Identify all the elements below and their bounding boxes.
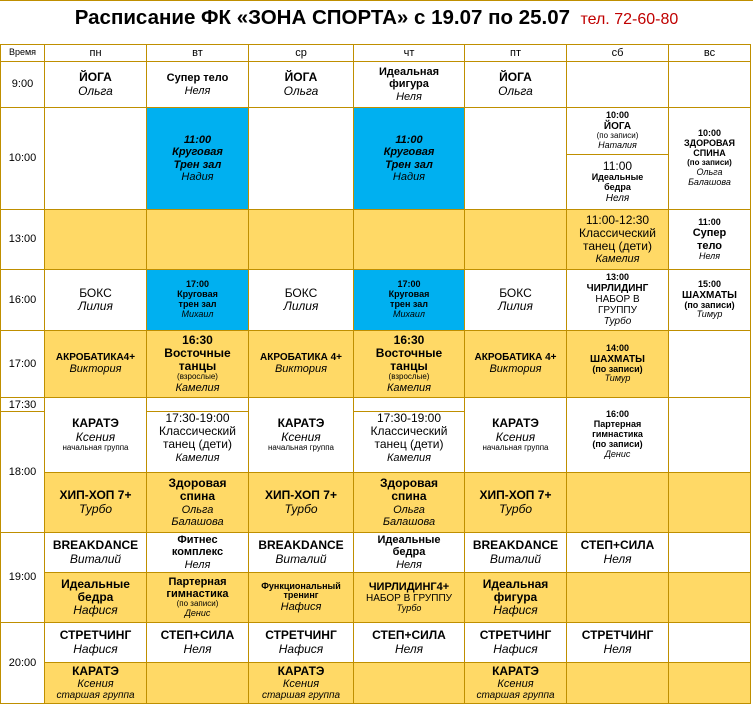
empty-cell xyxy=(147,210,249,270)
class-line: фигура xyxy=(389,78,429,91)
class-line: Камелия xyxy=(386,451,432,464)
empty-cell xyxy=(465,108,567,210)
class-cell xyxy=(465,473,567,533)
class-line: (по записи) xyxy=(592,363,643,374)
class-cell xyxy=(669,210,751,270)
class-cell xyxy=(45,533,147,573)
class-line: (по записи) xyxy=(176,599,219,609)
class-cell xyxy=(45,270,147,331)
empty-cell xyxy=(669,663,751,704)
time-slot-8: 20:00 xyxy=(1,623,45,704)
class-line: Неля xyxy=(396,90,422,103)
class-line: спина xyxy=(179,489,216,504)
class-line: тело xyxy=(696,239,723,252)
class-line: фигура xyxy=(493,589,538,604)
class-line: СТРЕТЧИНГ xyxy=(59,628,132,643)
class-line: 11:00-12:30 xyxy=(585,212,650,227)
class-line: СТЕП+СИЛА xyxy=(160,628,235,643)
class-line: Восточные xyxy=(164,345,231,360)
day-header-2: ср xyxy=(249,45,354,62)
time-slot-1: 10:00 xyxy=(1,108,45,210)
class-cell xyxy=(354,412,465,473)
class-line: Камелия xyxy=(175,451,220,464)
class-line: Неля xyxy=(183,641,212,656)
class-cell xyxy=(465,270,567,331)
class-line: Круговая xyxy=(172,146,223,159)
class-line: гимнастика xyxy=(166,588,229,601)
class-line: Виктория xyxy=(489,363,542,376)
class-cell xyxy=(465,573,567,623)
class-line: Надия xyxy=(392,170,426,183)
class-line: ХИП-ХОП 7+ xyxy=(479,488,552,503)
class-line: СТРЕТЧИНГ xyxy=(581,628,654,643)
class-line: СТРЕТЧИНГ xyxy=(479,628,552,643)
day-header-0: пн xyxy=(45,45,147,62)
class-line: СПИНА xyxy=(693,148,726,159)
class-line: Неля xyxy=(184,84,211,97)
class-line: бедра xyxy=(604,182,631,193)
class-line: Михаил xyxy=(181,308,214,319)
class-line: АКРОБАТИКА4+ xyxy=(55,352,136,364)
class-line: Идеальная xyxy=(482,576,549,591)
class-line: 10:00 xyxy=(605,110,630,121)
class-line: Ксения xyxy=(77,678,114,691)
class-line: 11:00 xyxy=(395,134,423,147)
class-line: комплекс xyxy=(171,546,224,559)
class-cell xyxy=(249,473,354,533)
class-line: ХИП-ХОП 7+ xyxy=(59,488,132,503)
class-line: бедра xyxy=(392,546,426,559)
class-line: ЙОГА xyxy=(284,70,318,85)
empty-cell xyxy=(567,62,669,108)
class-cell xyxy=(147,412,249,473)
class-line: СТРЕТЧИНГ xyxy=(265,628,337,643)
empty-cell xyxy=(669,533,751,573)
class-cell xyxy=(249,270,354,331)
class-cell xyxy=(354,623,465,663)
class-line: бедра xyxy=(77,589,114,604)
class-line: Виталий xyxy=(275,551,327,566)
class-cell xyxy=(465,62,567,108)
class-line: ЗДОРОВАЯ xyxy=(684,138,735,149)
class-cell xyxy=(147,573,249,623)
class-cell xyxy=(567,210,669,270)
time-slot-4: 17:00 xyxy=(1,331,45,398)
class-cell xyxy=(147,108,249,210)
class-line: АКРОБАТИКА 4+ xyxy=(474,352,557,364)
class-line: (взрослые) xyxy=(388,372,430,382)
class-line: Супер тело xyxy=(166,72,229,85)
class-line: спина xyxy=(391,489,427,504)
class-line: Ольга xyxy=(696,166,723,177)
class-line: Виталий xyxy=(69,551,122,566)
class-cell xyxy=(249,663,354,704)
class-line: Денис xyxy=(184,608,211,619)
class-cell xyxy=(354,62,465,108)
class-line: ЙОГА xyxy=(79,70,112,85)
class-line: танец (дети) xyxy=(582,239,652,254)
empty-cell xyxy=(669,62,751,108)
class-cell xyxy=(45,473,147,533)
day-header-3: чт xyxy=(354,45,465,62)
class-cell xyxy=(249,533,354,573)
class-line: Нафися xyxy=(278,641,324,656)
class-line: Турбо xyxy=(396,603,422,614)
class-line: Неля xyxy=(698,250,721,261)
class-line: Ольга xyxy=(393,503,425,516)
class-line: Нафися xyxy=(280,601,322,614)
class-line: 16:30 xyxy=(393,332,425,347)
class-line: 17:30-19:00 xyxy=(165,412,230,425)
empty-cell xyxy=(669,331,751,398)
class-line: КАРАТЭ xyxy=(492,663,539,678)
class-cell xyxy=(249,331,354,398)
empty-cell xyxy=(354,663,465,704)
class-line: Восточные xyxy=(375,345,443,360)
class-line: Камелия xyxy=(595,253,640,266)
class-line: ГРУППУ xyxy=(598,304,637,316)
class-line: Балашова xyxy=(171,515,224,528)
class-cell xyxy=(45,398,147,473)
day-header-1: вт xyxy=(147,45,249,62)
class-line: Турбо xyxy=(284,501,318,516)
class-line: Виктория xyxy=(69,363,122,376)
class-line: Ксения xyxy=(281,429,321,444)
class-line: Нафися xyxy=(73,603,118,618)
class-cell xyxy=(147,623,249,663)
class-line: (по записи) xyxy=(687,158,732,168)
class-line: начальная группа xyxy=(62,442,129,452)
class-line: Круговая xyxy=(383,146,435,159)
class-cell xyxy=(147,331,249,398)
class-line: 11:00 xyxy=(698,216,721,227)
class-line: КАРАТЭ xyxy=(492,416,539,431)
class-line: ЧИРЛИДИНГ xyxy=(586,282,649,294)
class-line: Ксения xyxy=(497,678,534,691)
class-line: Круговая xyxy=(177,289,218,300)
time-slot-2: 13:00 xyxy=(1,210,45,270)
class-line: КАРАТЭ xyxy=(277,663,325,678)
class-line: Классический xyxy=(370,424,448,439)
time-column-header: Время xyxy=(1,45,45,62)
empty-cell xyxy=(669,398,751,473)
class-line: 10:00 xyxy=(697,128,722,139)
class-cell xyxy=(567,270,669,331)
empty-cell xyxy=(45,108,147,210)
class-line: Идеальные xyxy=(377,534,441,547)
class-line: BREAKDANCE xyxy=(52,538,139,553)
class-line: КАРАТЭ xyxy=(72,663,119,678)
empty-cell xyxy=(669,573,751,623)
class-line: ШАХМАТЫ xyxy=(682,289,737,301)
class-cell xyxy=(465,623,567,663)
class-line: НАБОР В xyxy=(595,293,640,305)
class-line: Михаил xyxy=(393,308,425,319)
class-line: 16:00 xyxy=(605,409,630,420)
class-line: ХИП-ХОП 7+ xyxy=(265,488,337,503)
empty-cell xyxy=(669,623,751,663)
class-line: 14:00 xyxy=(605,342,630,353)
class-line: начальная группа xyxy=(268,442,334,452)
class-line: Тимур xyxy=(604,373,631,384)
class-line: танцы xyxy=(390,359,428,374)
class-line: 17:00 xyxy=(185,279,210,290)
class-cell xyxy=(567,398,669,473)
class-line: старшая группа xyxy=(476,690,555,702)
class-line: (по записи) xyxy=(592,438,643,449)
class-line: Денис xyxy=(604,448,631,459)
day-header-6: вс xyxy=(669,45,751,62)
class-line: Неля xyxy=(396,558,422,571)
class-cell xyxy=(45,62,147,108)
class-cell xyxy=(147,533,249,573)
class-line: Неля xyxy=(603,551,632,566)
empty-cell xyxy=(567,473,669,533)
class-cell xyxy=(249,398,354,473)
class-line: Трен зал xyxy=(173,158,222,171)
time-slot-6: 18:00 xyxy=(1,412,45,533)
time-slot-5: 17:30 xyxy=(1,398,45,412)
empty-cell xyxy=(567,573,669,623)
class-cell xyxy=(147,62,249,108)
class-line: 13:00 xyxy=(605,272,630,283)
class-line: ЧИРЛИДИНГ4+ xyxy=(368,581,450,593)
class-line: Турбо xyxy=(498,501,533,516)
class-line: СТЕП+СИЛА xyxy=(372,628,446,643)
class-line: танец (дети) xyxy=(374,437,444,452)
class-line: Камелия xyxy=(175,382,220,395)
class-cell xyxy=(249,623,354,663)
class-cell xyxy=(567,533,669,573)
class-line: Ксения xyxy=(75,429,116,444)
class-line: Турбо xyxy=(603,315,632,327)
class-cell xyxy=(567,331,669,398)
class-line: Лилия xyxy=(498,299,533,313)
class-line: (взрослые) xyxy=(177,372,218,382)
class-cell xyxy=(354,473,465,533)
class-line: танцы xyxy=(178,359,217,374)
gap-cell xyxy=(147,398,249,412)
sat-11-hips xyxy=(567,155,669,210)
class-line: Здоровая xyxy=(379,476,439,491)
class-cell xyxy=(669,270,751,331)
class-cell xyxy=(354,270,465,331)
class-line: 17:30-19:00 xyxy=(376,412,442,425)
class-line: 17:00 xyxy=(397,279,421,290)
class-cell xyxy=(45,331,147,398)
class-line: Неля xyxy=(605,192,630,204)
class-line: Идеальные xyxy=(591,172,644,183)
empty-cell xyxy=(147,663,249,704)
class-line: тренинг xyxy=(283,590,319,601)
class-cell xyxy=(249,62,354,108)
class-cell xyxy=(354,108,465,210)
class-line: 11:00 xyxy=(602,159,633,174)
time-slot-0: 9:00 xyxy=(1,62,45,108)
class-cell xyxy=(354,533,465,573)
class-cell xyxy=(465,533,567,573)
class-line: Виталий xyxy=(489,551,542,566)
class-line: Наталия xyxy=(598,139,637,150)
class-line: трен зал xyxy=(178,299,217,309)
empty-cell xyxy=(45,210,147,270)
title-text: Расписание ФК «ЗОНА СПОРТА» с 19.07 по 25.07 xyxy=(74,6,570,29)
class-line: BREAKDANCE xyxy=(472,538,559,553)
class-line: Ксения xyxy=(282,678,320,691)
time-slot-7: 19:00 xyxy=(1,533,45,623)
class-line: ЙОГА xyxy=(499,70,532,85)
class-line: Балашова xyxy=(688,176,731,187)
class-line: Функциональный xyxy=(261,580,341,591)
class-line: Классический xyxy=(579,225,656,240)
empty-cell xyxy=(354,210,465,270)
class-line: Партерная xyxy=(593,419,642,430)
class-line: (по записи) xyxy=(684,299,735,310)
empty-cell xyxy=(249,108,354,210)
class-line: Ольга xyxy=(498,83,533,98)
class-line: старшая группа xyxy=(56,690,135,702)
gap-cell xyxy=(354,398,465,412)
class-cell xyxy=(354,331,465,398)
class-cell xyxy=(45,623,147,663)
class-line: Нафися xyxy=(493,641,538,656)
class-line: Ксения xyxy=(495,429,536,444)
class-line: 15:00 xyxy=(697,278,722,289)
class-line: АКРОБАТИКА 4+ xyxy=(260,352,342,364)
class-line: ЙОГА xyxy=(603,121,632,133)
class-line: Лилия xyxy=(283,299,319,313)
class-line: Классический xyxy=(159,424,236,439)
sat-10-yoga xyxy=(567,108,669,155)
class-line: Турбо xyxy=(78,501,113,516)
class-line: (по записи) xyxy=(596,131,639,141)
class-cell xyxy=(354,573,465,623)
class-line: Неля xyxy=(603,641,632,656)
class-cell xyxy=(45,573,147,623)
class-line: Ольга xyxy=(181,503,214,516)
class-line: танец (дети) xyxy=(162,437,232,452)
class-line: КАРАТЭ xyxy=(277,416,325,431)
empty-cell xyxy=(249,210,354,270)
class-line: Трен зал xyxy=(385,158,433,171)
class-line: Виктория xyxy=(274,363,328,376)
empty-cell xyxy=(465,210,567,270)
class-line: Неля xyxy=(394,641,424,656)
class-line: БОКС xyxy=(499,285,532,300)
class-line: Ольга xyxy=(78,83,113,98)
class-line: Нафися xyxy=(493,603,538,618)
class-line: гимнастика xyxy=(592,429,643,440)
class-line: Фитнес xyxy=(177,534,218,547)
class-line: начальная группа xyxy=(482,442,549,452)
empty-cell xyxy=(669,473,751,533)
time-slot-3: 16:00 xyxy=(1,270,45,331)
class-cell xyxy=(465,398,567,473)
class-line: КАРАТЭ xyxy=(72,416,119,431)
class-cell xyxy=(45,663,147,704)
class-line: старшая группа xyxy=(261,690,341,702)
phone-number: тел. 72-60-80 xyxy=(580,11,679,28)
class-line: Тимур xyxy=(696,309,723,320)
class-line: ШАХМАТЫ xyxy=(590,353,645,365)
class-line: Партерная xyxy=(168,576,227,589)
class-line: Лилия xyxy=(78,299,113,313)
class-line: BREAKDANCE xyxy=(258,538,344,553)
class-line: 11:00 xyxy=(183,134,212,147)
class-line: Балашова xyxy=(382,515,436,528)
day-header-5: сб xyxy=(567,45,669,62)
class-line: трен зал xyxy=(390,299,428,309)
class-line: Ольга xyxy=(283,83,319,98)
class-line: 16:30 xyxy=(182,332,213,347)
class-line: Идеальные xyxy=(61,576,130,591)
class-line: БОКС xyxy=(79,285,112,300)
class-line: Нафися xyxy=(73,641,118,656)
class-cell xyxy=(669,108,751,210)
class-line: Идеальная xyxy=(378,66,440,79)
class-line: НАБОР В ГРУППУ xyxy=(366,593,452,605)
empty-cell xyxy=(567,663,669,704)
class-cell xyxy=(465,331,567,398)
class-cell xyxy=(147,270,249,331)
class-cell xyxy=(249,573,354,623)
day-header-4: пт xyxy=(465,45,567,62)
class-line: Здоровая xyxy=(168,476,227,491)
class-line: Камелия xyxy=(386,382,432,395)
class-line: Супер xyxy=(692,227,727,240)
class-cell xyxy=(465,663,567,704)
class-line: БОКС xyxy=(284,285,318,300)
class-cell xyxy=(567,623,669,663)
class-line: Надия xyxy=(181,170,214,183)
class-line: Круговая xyxy=(388,289,430,300)
class-line: СТЕП+СИЛА xyxy=(580,538,655,553)
class-cell xyxy=(147,473,249,533)
class-line: Неля xyxy=(184,558,211,571)
